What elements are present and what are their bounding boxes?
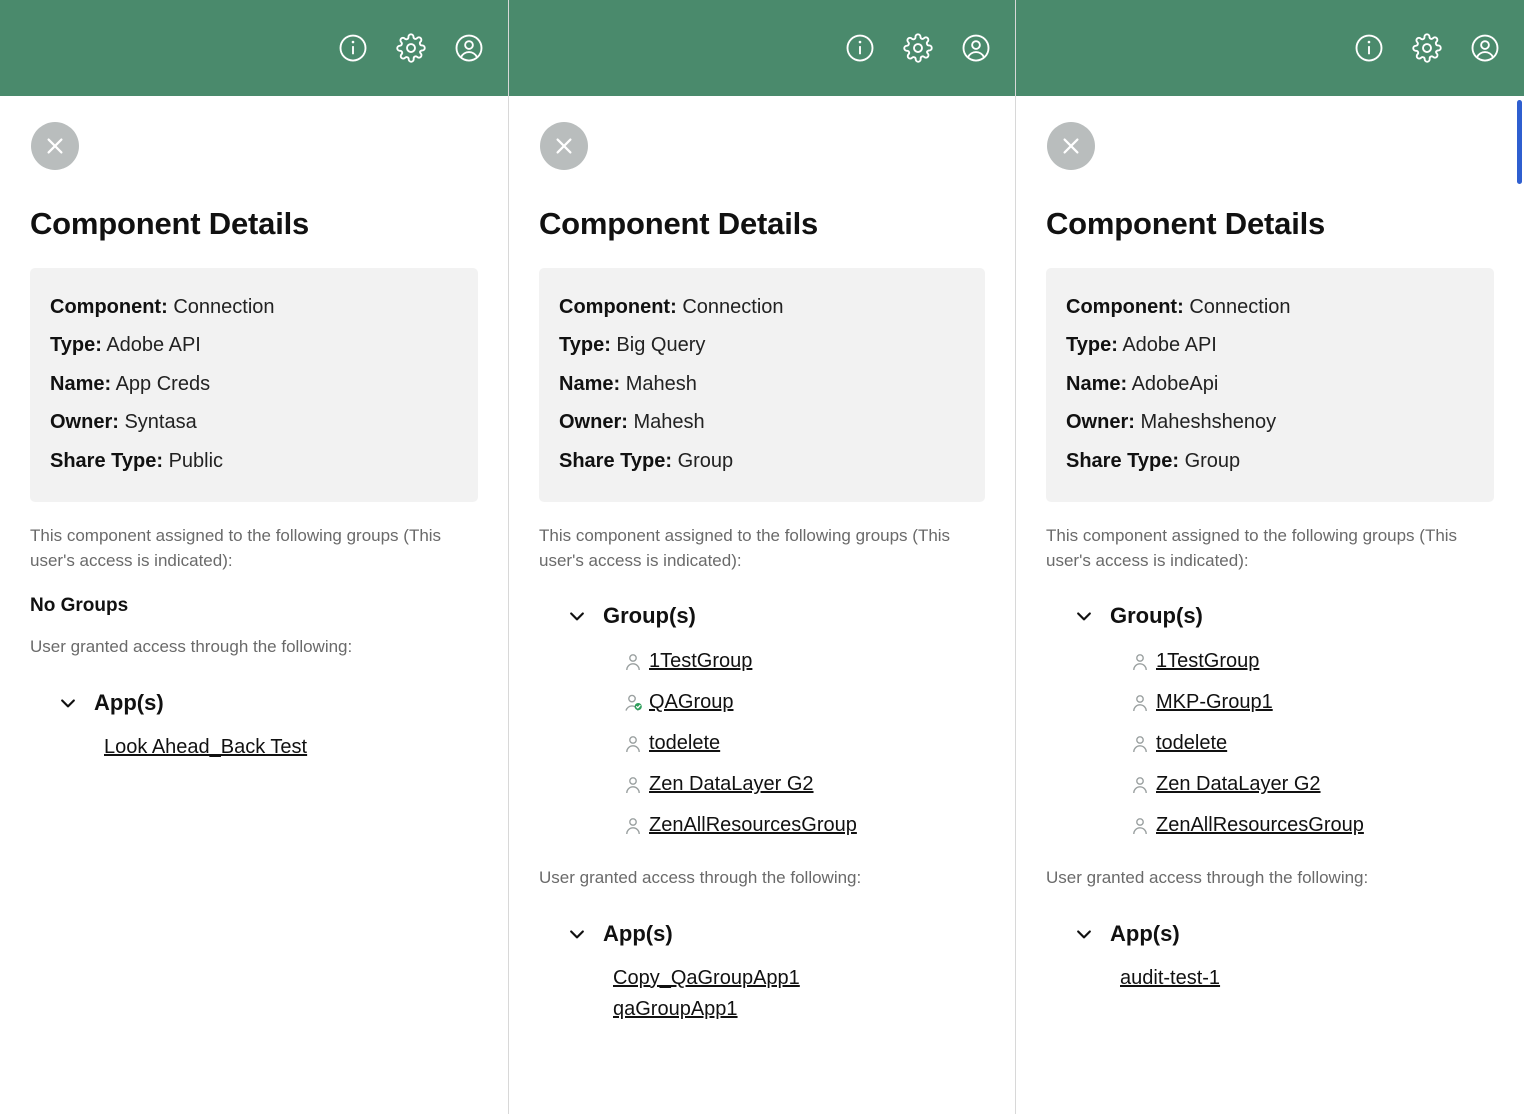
value-component: Connection bbox=[682, 296, 784, 318]
component-details-panel-2 bbox=[509, 0, 1016, 1114]
value-name: AdobeApi bbox=[1131, 372, 1219, 395]
apps-heading: App(s) bbox=[94, 689, 164, 715]
account-icon[interactable] bbox=[959, 31, 993, 65]
label-owner: Owner: bbox=[1066, 411, 1135, 434]
list-item[interactable] bbox=[623, 766, 985, 803]
label-share-type: Share Type: bbox=[559, 449, 672, 472]
group-link[interactable]: MKP-Group1 bbox=[1156, 691, 1273, 714]
value-component: Connection bbox=[1189, 296, 1291, 318]
account-icon[interactable] bbox=[1468, 31, 1502, 65]
value-type: Adobe API bbox=[106, 334, 201, 357]
person-icon bbox=[1130, 733, 1150, 755]
group-link[interactable]: ZenAllResourcesGroup bbox=[649, 814, 857, 837]
close-button[interactable] bbox=[1047, 122, 1095, 170]
info-row-component bbox=[559, 288, 965, 326]
assigned-groups-note: This component assigned to the following groups (This user's access is indicated): bbox=[1046, 525, 1458, 570]
person-icon-granted bbox=[623, 692, 643, 714]
label-name: Name: bbox=[50, 372, 112, 395]
info-row-type bbox=[1066, 326, 1474, 364]
info-icon[interactable] bbox=[843, 31, 877, 65]
apps-section-header[interactable] bbox=[58, 690, 478, 716]
top-bar-2 bbox=[509, 0, 1015, 96]
assigned-groups-note: This component assigned to the following groups (This user's access is indicated): bbox=[30, 525, 442, 570]
close-button[interactable] bbox=[31, 122, 79, 170]
apps-heading: App(s) bbox=[1110, 920, 1180, 946]
info-icon[interactable] bbox=[1352, 31, 1386, 65]
info-row-owner bbox=[50, 403, 458, 441]
value-name: App Creds bbox=[115, 372, 211, 395]
person-icon bbox=[623, 733, 643, 755]
value-name: Mahesh bbox=[625, 372, 697, 395]
apps-section-header[interactable] bbox=[1074, 921, 1494, 947]
label-share-type: Share Type: bbox=[1066, 449, 1179, 472]
label-component: Component: bbox=[559, 296, 677, 318]
chevron-down-icon[interactable] bbox=[58, 693, 78, 713]
label-owner: Owner: bbox=[50, 411, 119, 434]
app-link[interactable]: Copy_QaGroupApp1 bbox=[613, 966, 800, 989]
list-item[interactable] bbox=[1130, 643, 1494, 680]
info-row-name bbox=[50, 365, 458, 403]
person-icon bbox=[623, 815, 643, 837]
info-row-owner bbox=[559, 403, 965, 441]
person-icon bbox=[1130, 651, 1150, 673]
person-icon bbox=[1130, 815, 1150, 837]
chevron-down-icon[interactable] bbox=[1074, 924, 1094, 944]
gear-icon[interactable] bbox=[394, 31, 428, 65]
groups-section-header[interactable] bbox=[567, 603, 985, 629]
group-link[interactable]: Zen DataLayer G2 bbox=[1156, 773, 1321, 796]
person-icon bbox=[1130, 692, 1150, 714]
label-type: Type: bbox=[1066, 334, 1118, 357]
info-row-share-type bbox=[1066, 442, 1474, 480]
group-link[interactable]: ZenAllResourcesGroup bbox=[1156, 814, 1364, 837]
list-item[interactable] bbox=[1130, 807, 1494, 844]
granted-access-note: User granted access through the following: bbox=[1046, 868, 1369, 888]
account-icon[interactable] bbox=[452, 31, 486, 65]
label-share-type: Share Type: bbox=[50, 449, 163, 472]
no-groups-text: No Groups bbox=[30, 595, 129, 617]
list-item[interactable] bbox=[623, 807, 985, 844]
list-item[interactable] bbox=[1130, 684, 1494, 721]
app-link[interactable]: audit-test-1 bbox=[1120, 966, 1221, 989]
groups-heading: Group(s) bbox=[603, 603, 696, 629]
list-item[interactable] bbox=[623, 684, 985, 721]
person-icon bbox=[623, 774, 643, 796]
info-row-owner bbox=[1066, 403, 1474, 441]
info-row-share-type bbox=[50, 442, 458, 480]
label-component: Component: bbox=[1066, 296, 1184, 318]
value-share-type: Group bbox=[677, 449, 734, 472]
info-row-component bbox=[1066, 288, 1474, 326]
value-type: Adobe API bbox=[1122, 334, 1217, 357]
page-title: Component Details bbox=[30, 206, 310, 241]
scrollbar-thumb[interactable] bbox=[1517, 100, 1522, 184]
info-row-component bbox=[50, 288, 458, 326]
label-type: Type: bbox=[50, 334, 102, 357]
info-row-type bbox=[50, 326, 458, 364]
assigned-groups-note: This component assigned to the following groups (This user's access is indicated): bbox=[539, 525, 951, 570]
label-name: Name: bbox=[559, 372, 621, 395]
info-row-share-type bbox=[559, 442, 965, 480]
apps-heading: App(s) bbox=[603, 920, 673, 946]
chevron-down-icon[interactable] bbox=[567, 606, 587, 626]
group-link[interactable]: Zen DataLayer G2 bbox=[649, 773, 814, 796]
value-share-type: Public bbox=[168, 449, 224, 472]
info-row-name bbox=[559, 365, 965, 403]
top-bar-1 bbox=[0, 0, 508, 96]
granted-access-note: User granted access through the following: bbox=[30, 637, 353, 657]
groups-list-2 bbox=[623, 643, 985, 844]
value-component: Connection bbox=[173, 296, 275, 318]
chevron-down-icon[interactable] bbox=[567, 924, 587, 944]
value-owner: Mahesh bbox=[633, 411, 705, 434]
info-row-type bbox=[559, 326, 965, 364]
chevron-down-icon[interactable] bbox=[1074, 606, 1094, 626]
groups-section-header[interactable] bbox=[1074, 603, 1494, 629]
person-icon bbox=[1130, 774, 1150, 796]
value-type: Big Query bbox=[616, 334, 706, 357]
top-bar-3 bbox=[1016, 0, 1524, 96]
list-item[interactable] bbox=[623, 643, 985, 680]
page-title: Component Details bbox=[1046, 206, 1326, 241]
list-item[interactable] bbox=[1130, 725, 1494, 762]
value-share-type: Group bbox=[1184, 449, 1241, 472]
component-info-card bbox=[30, 268, 478, 502]
groups-list-3 bbox=[1130, 643, 1494, 844]
label-type: Type: bbox=[559, 334, 611, 357]
component-details-panel-1 bbox=[0, 0, 509, 1114]
list-item[interactable] bbox=[1130, 766, 1494, 803]
group-link[interactable]: 1TestGroup bbox=[1156, 650, 1260, 673]
value-owner: Syntasa bbox=[124, 411, 197, 434]
value-owner: Maheshshenoy bbox=[1140, 411, 1277, 434]
app-link[interactable]: Look Ahead_Back Test bbox=[104, 735, 308, 758]
component-info-card bbox=[539, 268, 985, 502]
page-title: Component Details bbox=[539, 206, 819, 241]
list-item[interactable] bbox=[623, 725, 985, 762]
label-name: Name: bbox=[1066, 372, 1128, 395]
group-link[interactable]: todelete bbox=[1156, 732, 1228, 755]
granted-access-note: User granted access through the following: bbox=[539, 868, 862, 888]
apps-list-2 bbox=[613, 963, 985, 1025]
groups-heading: Group(s) bbox=[1110, 603, 1203, 629]
gear-icon[interactable] bbox=[1410, 31, 1444, 65]
group-link[interactable]: QAGroup bbox=[649, 691, 734, 714]
apps-section-header[interactable] bbox=[567, 921, 985, 947]
apps-list-3 bbox=[1120, 963, 1494, 994]
component-details-panel-3 bbox=[1016, 0, 1524, 1114]
group-link[interactable]: 1TestGroup bbox=[649, 650, 753, 673]
component-info-card bbox=[1046, 268, 1494, 502]
label-owner: Owner: bbox=[559, 411, 628, 434]
gear-icon[interactable] bbox=[901, 31, 935, 65]
label-component: Component: bbox=[50, 296, 168, 318]
app-link[interactable]: qaGroupApp1 bbox=[613, 997, 738, 1020]
person-icon bbox=[623, 651, 643, 673]
group-link[interactable]: todelete bbox=[649, 732, 721, 755]
apps-list-1 bbox=[104, 732, 478, 763]
info-icon[interactable] bbox=[336, 31, 370, 65]
info-row-name bbox=[1066, 365, 1474, 403]
close-button[interactable] bbox=[540, 122, 588, 170]
